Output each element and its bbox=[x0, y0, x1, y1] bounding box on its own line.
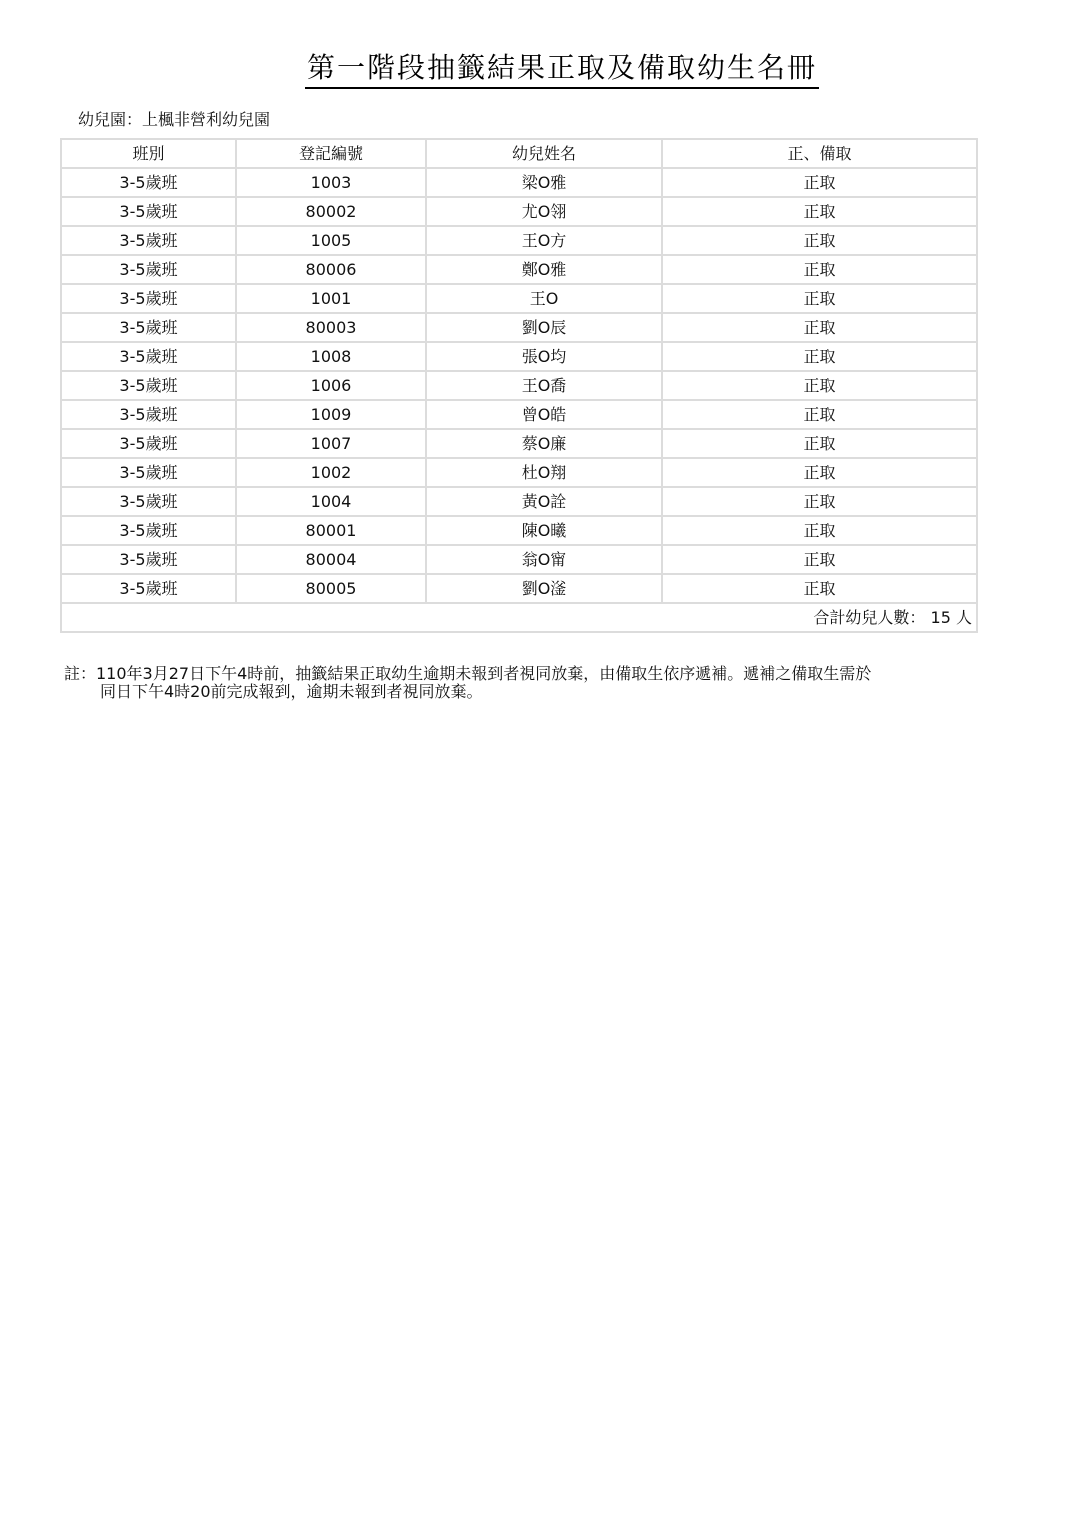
admission-status-cell: 正取 bbox=[662, 574, 977, 603]
admission-status-cell: 正取 bbox=[662, 284, 977, 313]
table-row bbox=[61, 487, 977, 516]
registration-number-cell: 80003 bbox=[236, 313, 426, 342]
child-name-cell: 王O喬 bbox=[426, 371, 662, 400]
registration-number-cell: 80001 bbox=[236, 516, 426, 545]
admission-status-cell: 正取 bbox=[662, 255, 977, 284]
table-row bbox=[61, 284, 977, 313]
registration-number-cell: 1008 bbox=[236, 342, 426, 371]
admission-status-cell: 正取 bbox=[662, 400, 977, 429]
registration-number-cell: 1007 bbox=[236, 429, 426, 458]
note-line-2: 同日下午4時20前完成報到，逾期未報到者視同放棄。 bbox=[100, 682, 483, 701]
table-row bbox=[61, 168, 977, 197]
page-title-text: 第一階段抽籤結果正取及備取幼生名冊 bbox=[305, 50, 819, 89]
table-row bbox=[61, 400, 977, 429]
child-name-cell: 張O均 bbox=[426, 342, 662, 371]
table-row bbox=[61, 545, 977, 574]
roster-table bbox=[60, 138, 978, 633]
class-cell: 3-5歲班 bbox=[61, 545, 236, 574]
class-cell: 3-5歲班 bbox=[61, 458, 236, 487]
class-cell: 3-5歲班 bbox=[61, 371, 236, 400]
column-header-class: 班別 bbox=[61, 139, 236, 168]
class-cell: 3-5歲班 bbox=[61, 400, 236, 429]
admission-status-cell: 正取 bbox=[662, 226, 977, 255]
class-cell: 3-5歲班 bbox=[61, 168, 236, 197]
child-name-cell: 陳O曦 bbox=[426, 516, 662, 545]
roster-table-body bbox=[61, 168, 977, 603]
registration-number-cell: 80005 bbox=[236, 574, 426, 603]
admission-status-cell: 正取 bbox=[662, 429, 977, 458]
total-count: 15 bbox=[930, 608, 951, 627]
class-cell: 3-5歲班 bbox=[61, 197, 236, 226]
total-label: 合計幼兒人數： bbox=[813, 608, 926, 627]
child-name-cell: 劉O滏 bbox=[426, 574, 662, 603]
note bbox=[64, 665, 974, 701]
registration-number-cell: 1001 bbox=[236, 284, 426, 313]
registration-number-cell: 1006 bbox=[236, 371, 426, 400]
table-row bbox=[61, 516, 977, 545]
admission-status-cell: 正取 bbox=[662, 516, 977, 545]
child-name-cell: 翁O甯 bbox=[426, 545, 662, 574]
registration-number-cell: 80004 bbox=[236, 545, 426, 574]
column-header-admission-status: 正、備取 bbox=[662, 139, 977, 168]
kindergarten-label: 幼兒園： bbox=[78, 110, 143, 129]
table-row bbox=[61, 371, 977, 400]
note-line-1: 註：110年3月27日下午4時前，抽籤結果正取幼生逾期未報到者視同放棄，由備取生依序遞補。遞補之備取生需於 bbox=[64, 664, 872, 683]
class-cell: 3-5歲班 bbox=[61, 342, 236, 371]
table-row bbox=[61, 255, 977, 284]
child-name-cell: 王O bbox=[426, 284, 662, 313]
child-name-cell: 黃O詮 bbox=[426, 487, 662, 516]
child-name-cell: 王O方 bbox=[426, 226, 662, 255]
table-row bbox=[61, 226, 977, 255]
table-row bbox=[61, 429, 977, 458]
column-header-child-name: 幼兒姓名 bbox=[426, 139, 662, 168]
registration-number-cell: 1004 bbox=[236, 487, 426, 516]
class-cell: 3-5歲班 bbox=[61, 574, 236, 603]
class-cell: 3-5歲班 bbox=[61, 516, 236, 545]
total-cell bbox=[61, 603, 977, 632]
table-row bbox=[61, 458, 977, 487]
page-title bbox=[0, 50, 1076, 89]
admission-status-cell: 正取 bbox=[662, 487, 977, 516]
child-name-cell: 鄭O雅 bbox=[426, 255, 662, 284]
registration-number-cell: 80006 bbox=[236, 255, 426, 284]
class-cell: 3-5歲班 bbox=[61, 313, 236, 342]
total-unit: 人 bbox=[955, 608, 972, 627]
class-cell: 3-5歲班 bbox=[61, 284, 236, 313]
class-cell: 3-5歲班 bbox=[61, 429, 236, 458]
table-row bbox=[61, 574, 977, 603]
admission-status-cell: 正取 bbox=[662, 313, 977, 342]
class-cell: 3-5歲班 bbox=[61, 226, 236, 255]
admission-status-cell: 正取 bbox=[662, 458, 977, 487]
registration-number-cell: 1002 bbox=[236, 458, 426, 487]
admission-status-cell: 正取 bbox=[662, 342, 977, 371]
registration-number-cell: 1005 bbox=[236, 226, 426, 255]
class-cell: 3-5歲班 bbox=[61, 487, 236, 516]
total-row bbox=[61, 603, 977, 632]
admission-status-cell: 正取 bbox=[662, 168, 977, 197]
child-name-cell: 蔡O廉 bbox=[426, 429, 662, 458]
registration-number-cell: 1009 bbox=[236, 400, 426, 429]
table-row bbox=[61, 342, 977, 371]
kindergarten-name: 上楓非營利幼兒園 bbox=[142, 110, 271, 129]
table-row bbox=[61, 313, 977, 342]
registration-number-cell: 1003 bbox=[236, 168, 426, 197]
admission-status-cell: 正取 bbox=[662, 371, 977, 400]
table-row bbox=[61, 197, 977, 226]
registration-number-cell: 80002 bbox=[236, 197, 426, 226]
kindergarten-info bbox=[78, 108, 270, 132]
child-name-cell: 劉O辰 bbox=[426, 313, 662, 342]
column-header-registration-number: 登記編號 bbox=[236, 139, 426, 168]
child-name-cell: 梁O雅 bbox=[426, 168, 662, 197]
admission-status-cell: 正取 bbox=[662, 197, 977, 226]
table-header-row bbox=[61, 139, 977, 168]
child-name-cell: 曾O皓 bbox=[426, 400, 662, 429]
class-cell: 3-5歲班 bbox=[61, 255, 236, 284]
admission-status-cell: 正取 bbox=[662, 545, 977, 574]
child-name-cell: 杜O翔 bbox=[426, 458, 662, 487]
child-name-cell: 尤O翎 bbox=[426, 197, 662, 226]
